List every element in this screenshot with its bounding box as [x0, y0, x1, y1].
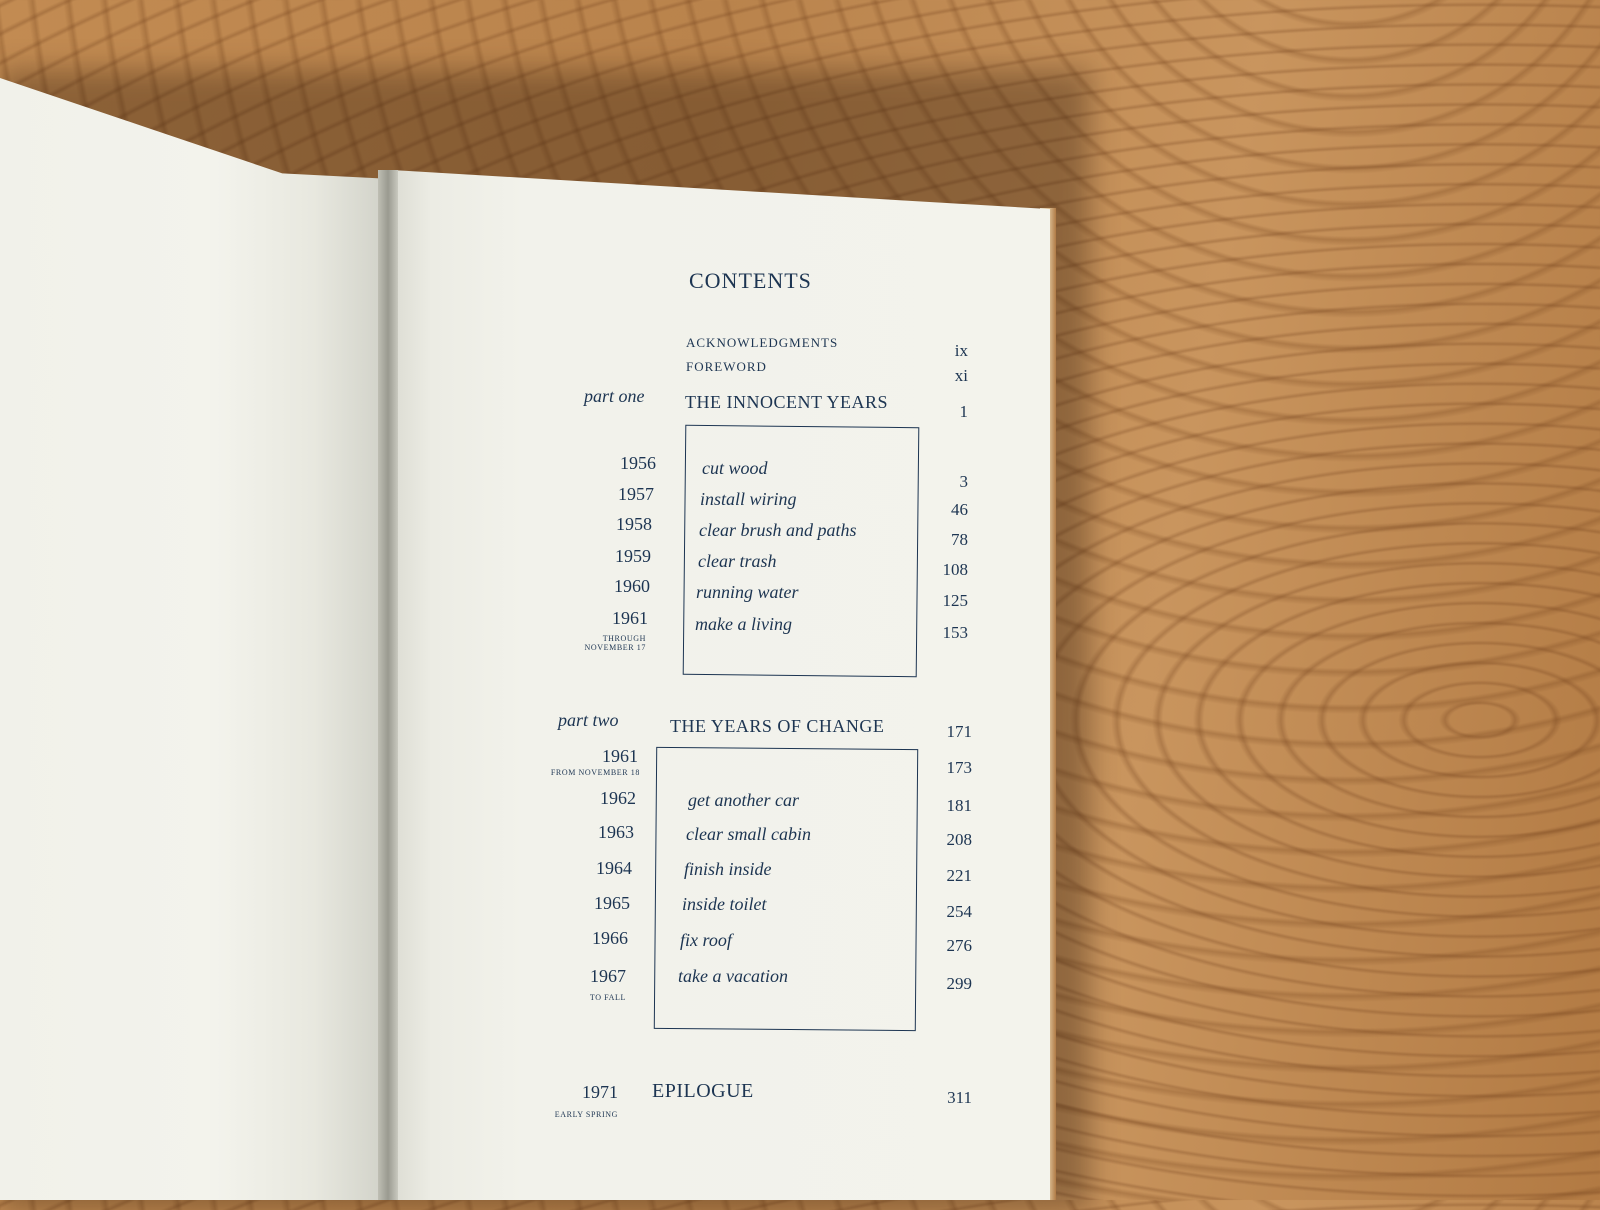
- year-label: 1967: [590, 966, 626, 986]
- chapter-title: cut wood: [702, 458, 768, 478]
- chapter-page: 173: [946, 758, 972, 777]
- front-matter-label: ACKNOWLEDGMENTS: [686, 335, 839, 350]
- chapter-title: install wiring: [700, 489, 797, 509]
- part-two-page: 171: [946, 722, 972, 741]
- left-page: [0, 78, 392, 1200]
- year-note: FROM NOVEMBER 18: [550, 768, 640, 777]
- chapter-page: 208: [946, 830, 972, 849]
- year-note: THROUGH NOVEMBER 17: [584, 634, 646, 652]
- part-two-title: THE YEARS OF CHANGE: [670, 716, 885, 736]
- chapter-title: get another car: [688, 790, 799, 810]
- chapter-title: clear small cabin: [686, 824, 811, 844]
- contents-title: CONTENTS: [689, 268, 812, 293]
- chapter-page: 125: [942, 591, 968, 610]
- chapter-page: 181: [946, 796, 972, 815]
- chapter-title: make a living: [695, 614, 792, 634]
- chapter-page: 276: [946, 936, 972, 955]
- chapter-page: 221: [946, 866, 972, 885]
- front-matter-page: xi: [954, 366, 968, 385]
- part-two-label: part two: [558, 710, 619, 730]
- right-page: [392, 170, 1050, 1200]
- chapter-title: fix roof: [680, 930, 732, 950]
- chapter-page: 78: [951, 530, 968, 549]
- chapter-page: 46: [951, 500, 968, 519]
- chapter-title: running water: [696, 582, 799, 602]
- part-one-title: THE INNOCENT YEARS: [685, 392, 888, 412]
- year-note: TO FALL: [589, 993, 626, 1002]
- year-label: 1960: [614, 576, 650, 596]
- chapter-title: clear trash: [698, 551, 777, 571]
- year-label: 1956: [620, 453, 656, 473]
- year-label: 1962: [600, 788, 636, 808]
- chapter-title: inside toilet: [682, 894, 767, 914]
- year-label: 1964: [596, 858, 632, 878]
- chapter-title: clear brush and paths: [699, 520, 857, 540]
- chapter-page: 299: [946, 974, 972, 993]
- year-label: 1961: [602, 746, 638, 766]
- year-label: 1971: [582, 1082, 618, 1102]
- year-note: EARLY SPRING: [554, 1110, 618, 1119]
- chapter-page: 108: [942, 560, 968, 579]
- front-matter-label: FOREWORD: [686, 359, 767, 374]
- year-label: 1959: [615, 546, 651, 566]
- part-one-label: part one: [584, 386, 645, 406]
- year-label: 1963: [598, 822, 634, 842]
- chapter-page: 254: [946, 902, 972, 921]
- chapter-title: take a vacation: [678, 966, 788, 986]
- chapter-page: 3: [959, 472, 968, 491]
- epilogue-page: 311: [947, 1088, 972, 1107]
- epilogue-title: EPILOGUE: [652, 1080, 754, 1102]
- year-label: 1961: [612, 608, 648, 628]
- book-spine: [378, 170, 398, 1200]
- part-one-page: 1: [959, 402, 968, 421]
- year-label: 1966: [592, 928, 628, 948]
- year-label: 1957: [618, 484, 654, 504]
- front-matter-page: ix: [954, 341, 968, 360]
- chapter-page: 153: [942, 623, 968, 642]
- chapter-title: finish inside: [684, 859, 772, 879]
- year-label: 1958: [616, 514, 652, 534]
- year-label: 1965: [594, 893, 630, 913]
